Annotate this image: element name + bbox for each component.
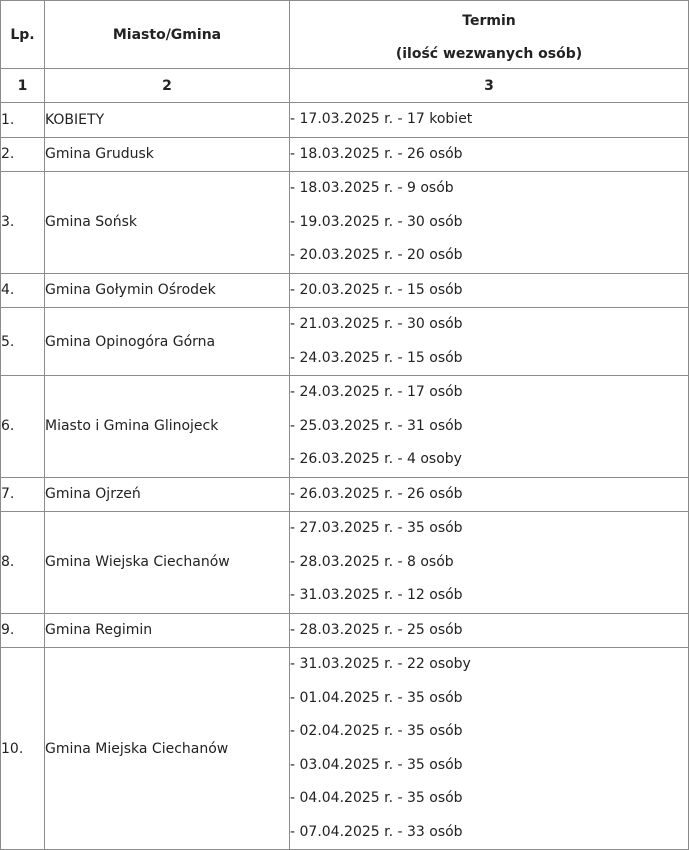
- numbering-row: [1, 69, 689, 103]
- table-row: [1, 308, 689, 376]
- municipality-name: Gmina Ojrzeń: [45, 477, 290, 512]
- term-cell: [290, 308, 689, 376]
- municipality-name: Gmina Regimin: [45, 613, 290, 648]
- table-row: [1, 512, 689, 614]
- term-entry: - 04.04.2025 r. - 35 osób: [290, 790, 463, 806]
- row-number: 6.: [1, 376, 45, 478]
- municipality-name: Gmina Wiejska Ciechanów: [45, 512, 290, 614]
- table-row: [1, 613, 689, 648]
- municipality-name: Gmina Grudusk: [45, 137, 290, 172]
- term-entry: - 27.03.2025 r. - 35 osób: [290, 520, 463, 536]
- term-entry: - 03.04.2025 r. - 35 osób: [290, 756, 463, 773]
- term-entry: - 28.03.2025 r. - 8 osób: [290, 553, 454, 570]
- column-number: 2: [45, 69, 290, 103]
- row-number: 3.: [1, 172, 45, 274]
- term-cell: [290, 648, 689, 850]
- term-cell: [290, 103, 689, 138]
- term-entry: - 19.03.2025 r. - 30 osób: [290, 213, 463, 230]
- row-number: 7.: [1, 477, 45, 512]
- header-term-title: Termin: [462, 13, 516, 29]
- municipality-name: Gmina Sońsk: [45, 172, 290, 274]
- term-entry: - 25.03.2025 r. - 31 osób: [290, 417, 463, 434]
- table-row: [1, 648, 689, 850]
- municipality-name: Gmina Gołymin Ośrodek: [45, 273, 290, 308]
- municipality-name: Miasto i Gmina Glinojeck: [45, 376, 290, 478]
- term-cell: [290, 376, 689, 478]
- term-entry: - 26.03.2025 r. - 26 osób: [290, 485, 463, 502]
- term-entry: - 07.04.2025 r. - 33 osób: [290, 823, 463, 840]
- row-number: 4.: [1, 273, 45, 308]
- row-number: 9.: [1, 613, 45, 648]
- term-cell: [290, 477, 689, 512]
- term-entry: - 20.03.2025 r. - 20 osób: [290, 247, 463, 263]
- term-entry: - 28.03.2025 r. - 25 osób: [290, 621, 463, 638]
- header-term: [290, 1, 689, 69]
- table-row: [1, 103, 689, 138]
- term-cell: [290, 172, 689, 274]
- column-number: 1: [1, 69, 45, 103]
- term-entry: - 24.03.2025 r. - 17 osób: [290, 384, 463, 400]
- table-body: [1, 103, 689, 850]
- term-cell: [290, 512, 689, 614]
- table-row: [1, 273, 689, 308]
- municipality-name: Gmina Opinogóra Górna: [45, 308, 290, 376]
- term-entry: - 31.03.2025 r. - 22 osoby: [290, 656, 471, 672]
- term-cell: [290, 273, 689, 308]
- term-entry: - 20.03.2025 r. - 15 osób: [290, 281, 463, 298]
- table-row: [1, 137, 689, 172]
- term-entry: - 24.03.2025 r. - 15 osób: [290, 349, 463, 366]
- term-entry: - 21.03.2025 r. - 30 osób: [290, 316, 463, 332]
- header-lp: Lp.: [1, 1, 45, 69]
- header-term-subtitle: (ilość wezwanych osób): [395, 46, 583, 62]
- row-number: 5.: [1, 308, 45, 376]
- row-number: 1.: [1, 103, 45, 138]
- term-cell: [290, 137, 689, 172]
- term-cell: [290, 613, 689, 648]
- table-row: [1, 477, 689, 512]
- municipality-name: Gmina Miejska Ciechanów: [45, 648, 290, 850]
- header-city: Miasto/Gmina: [45, 1, 290, 69]
- table-row: [1, 376, 689, 478]
- table-header: [1, 1, 689, 103]
- table-row: [1, 172, 689, 274]
- term-entry: - 17.03.2025 r. - 17 kobiet: [290, 111, 473, 127]
- column-number: 3: [290, 69, 689, 103]
- row-number: 2.: [1, 137, 45, 172]
- term-entry: - 18.03.2025 r. - 26 osób: [290, 145, 463, 162]
- term-entry: - 26.03.2025 r. - 4 osoby: [290, 451, 462, 467]
- header-row: [1, 1, 689, 69]
- municipality-name: KOBIETY: [45, 103, 290, 138]
- row-number: 10.: [1, 648, 45, 850]
- term-entry: - 01.04.2025 r. - 35 osób: [290, 689, 463, 706]
- row-number: 8.: [1, 512, 45, 614]
- term-entry: - 18.03.2025 r. - 9 osób: [290, 180, 454, 196]
- term-entry: - 31.03.2025 r. - 12 osób: [290, 587, 463, 603]
- term-entry: - 02.04.2025 r. - 35 osób: [290, 723, 463, 739]
